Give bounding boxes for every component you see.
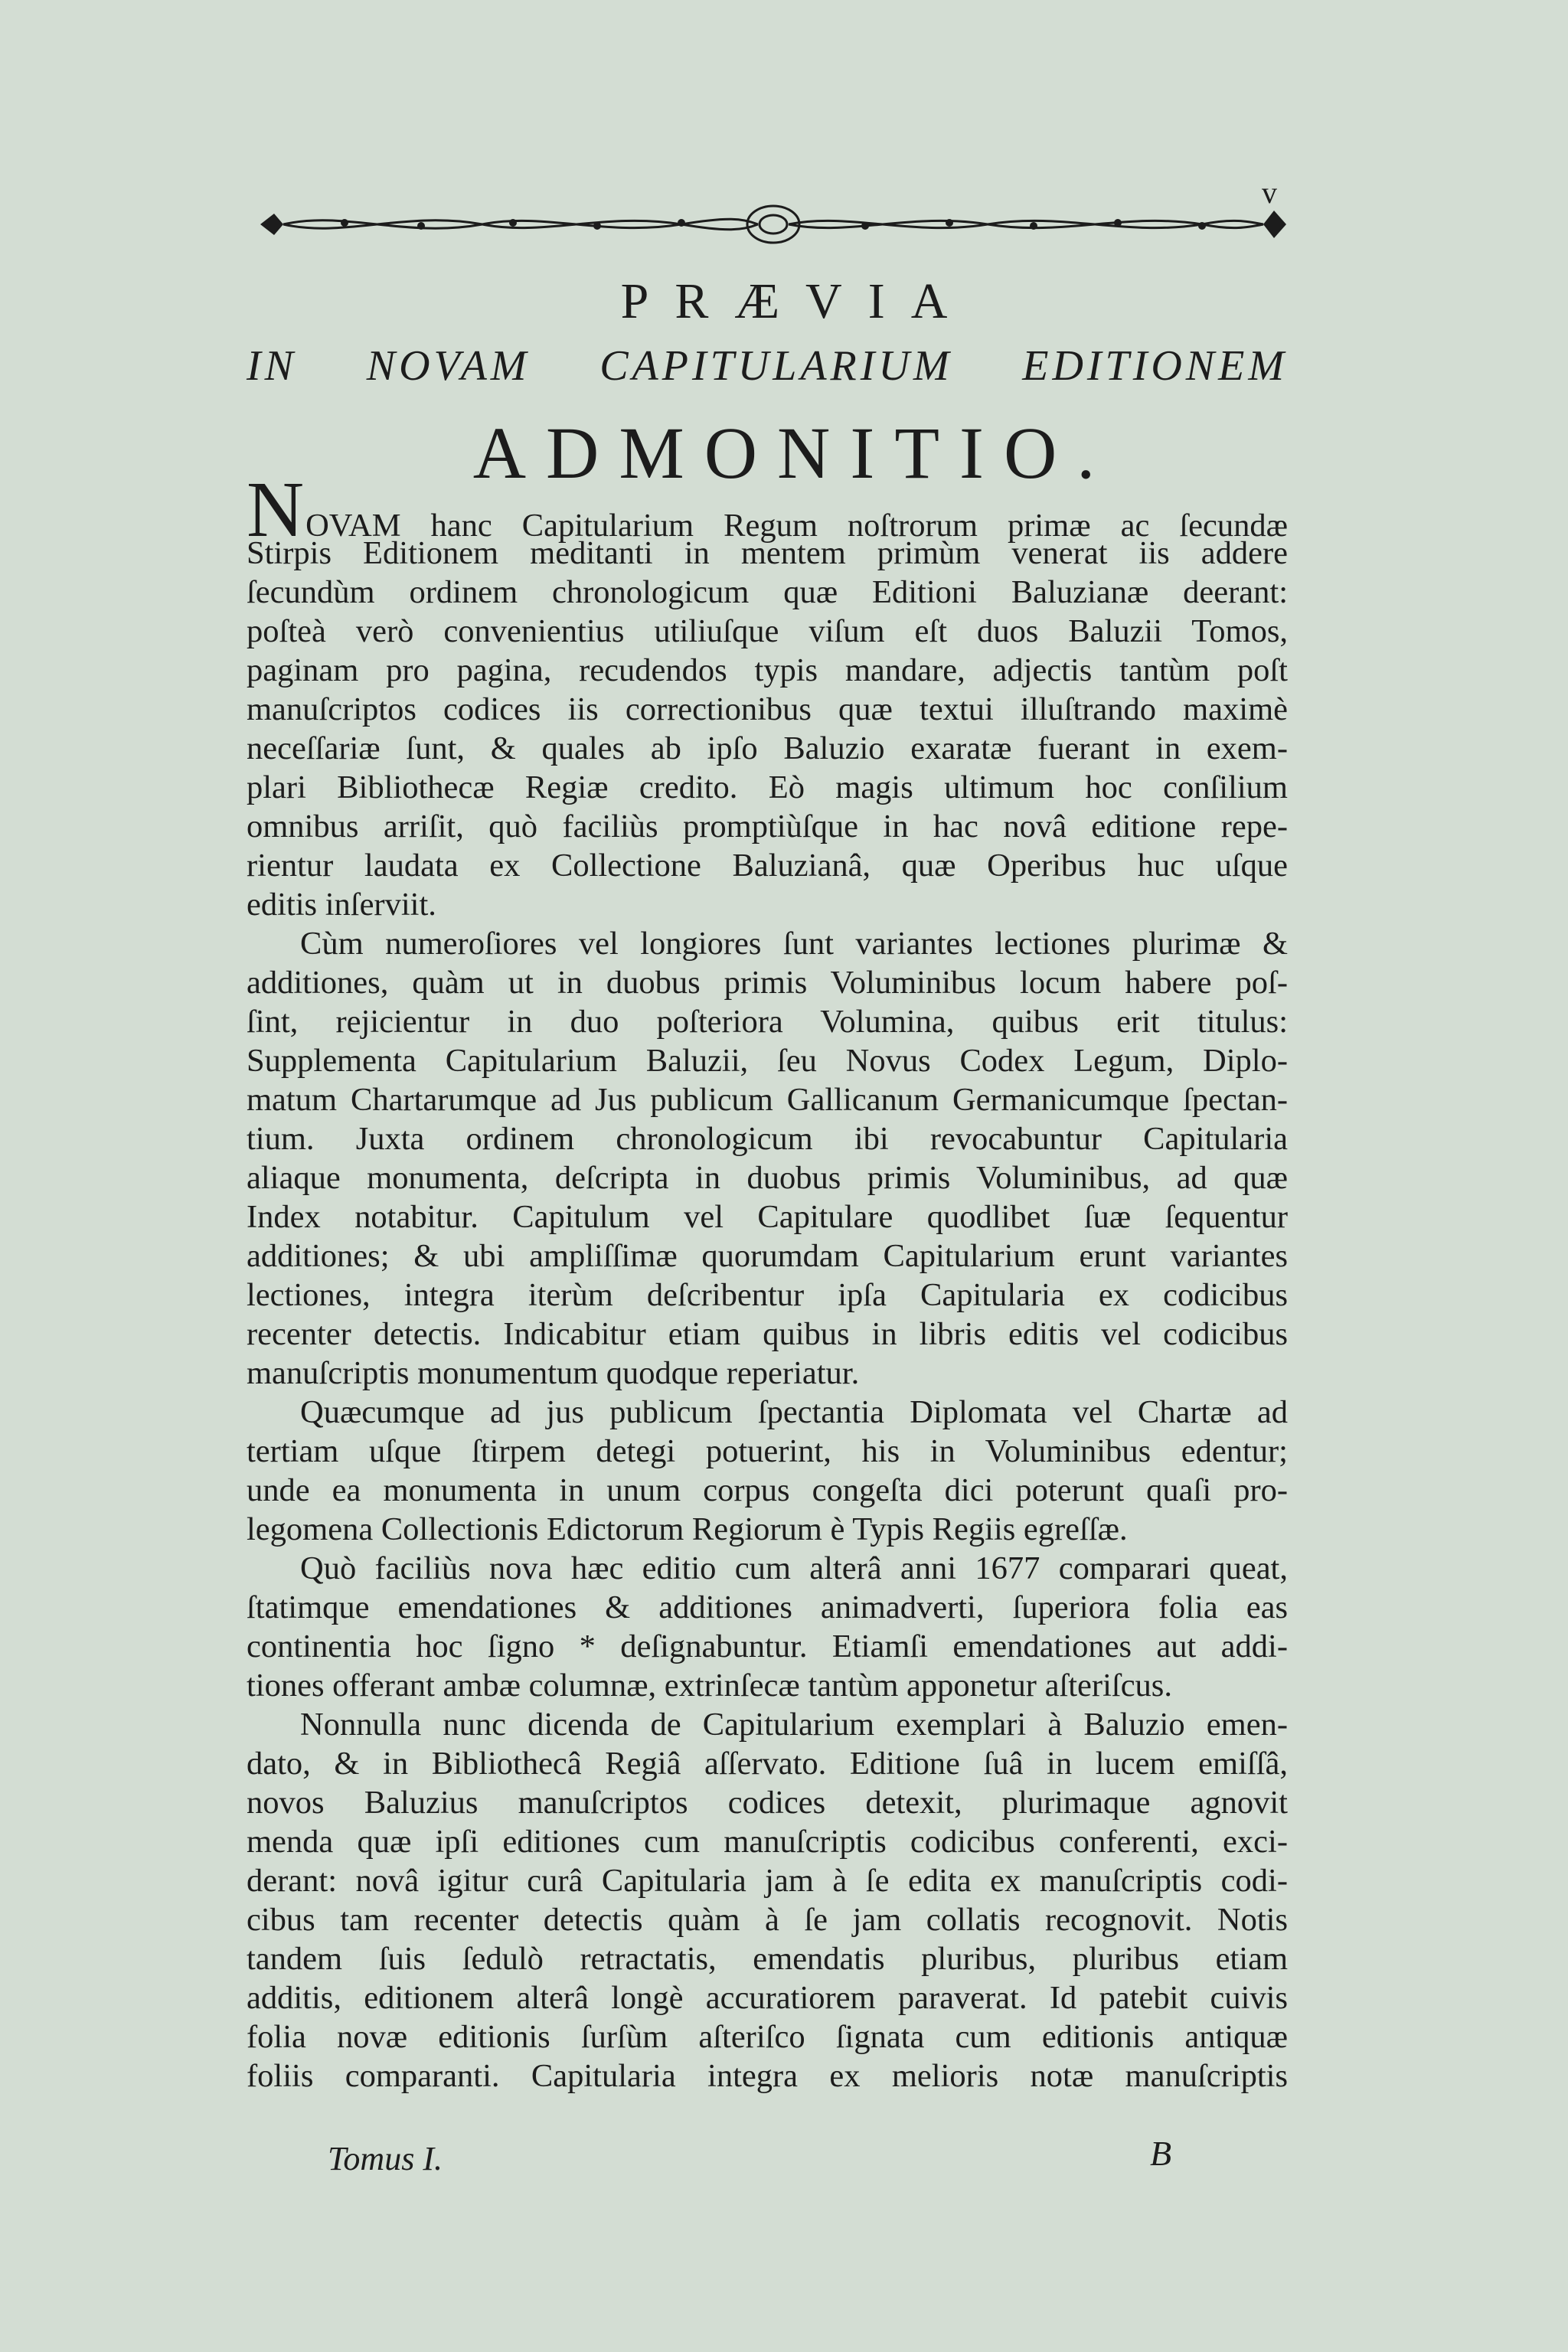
text-line: neceſſariæ ſunt, & quales ab ipſo Baluzio exaratæ fuerant in exem- xyxy=(247,730,1288,766)
footer-signature-mark: B xyxy=(1150,2134,1172,2173)
paragraph xyxy=(247,924,1288,1393)
text-line: menda quæ ipſi editiones cum manuſcriptis codicibus conferenti, exci- xyxy=(247,1824,1288,1860)
text-line: legomena Collectionis Edictorum Regiorum è Typis Regiis egreſſæ. xyxy=(247,1511,1128,1547)
text-line: paginam pro pagina, recudendos typis mandare, adjectis tantùm poſt xyxy=(247,652,1288,688)
text-line: recenter detectis. Indicabitur etiam quibus in libris editis vel codicibus xyxy=(247,1316,1288,1352)
text-line: additiones; & ubi ampliſſimæ quorumdam Capitularium erunt variantes xyxy=(247,1238,1288,1274)
text-line: derant: novâ igitur curâ Capitularia jam à ſe edita ex manuſcriptis codi- xyxy=(247,1863,1288,1899)
text-line: tiones offerant ambæ columnæ, extrinſecæ tantùm apponetur aſteriſcus. xyxy=(247,1668,1172,1704)
heading-praevia: PRÆVIA xyxy=(620,273,974,329)
text-line: Quò faciliùs nova hæc editio cum alterâ anni 1677 comparari queat, xyxy=(300,1550,1288,1586)
text-line: Index notabitur. Capitulum vel Capitulare quodlibet ſuæ ſequentur xyxy=(247,1199,1288,1235)
text-line: Supplementa Capitularium Baluzii, ſeu Novus Codex Legum, Diplo- xyxy=(247,1043,1288,1079)
text-line: poſteà verò convenientius utiliuſque viſum eſt duos Baluzii Tomos, xyxy=(247,613,1288,649)
text-line: omnibus arriſit, quò faciliùs promptiùſque in hac novâ editione repe- xyxy=(247,808,1288,844)
text-line: dato, & in Bibliothecâ Regiâ aſſervato. Editione ſuâ in lucem emiſſâ, xyxy=(247,1746,1288,1782)
text-line: Stirpis Editionem meditanti in mentem primùm venerat iis addere xyxy=(247,535,1288,571)
text-line: tertiam uſque ſtirpem detegi potuerint, his in Voluminibus edentur; xyxy=(247,1433,1288,1469)
heading-subtitle: IN NOVAM CAPITULARIUM EDITIONEM xyxy=(247,342,1288,390)
text-line: novos Baluzius manuſcriptos codices detexit, plurimaque agnovit xyxy=(247,1785,1288,1821)
paragraph xyxy=(247,1549,1288,1705)
text-line: editis inſerviit. xyxy=(247,887,436,923)
drop-cap: N xyxy=(247,466,306,554)
text-line: manuſcriptis monumentum quodque reperiatur. xyxy=(247,1355,860,1391)
text-line: ſint, rejicientur in duo poſteriora Volumina, quibus erit titulus: xyxy=(247,1004,1288,1040)
footer-volume-label: Tomus I. xyxy=(328,2140,443,2177)
text-line: Quæcumque ad jus publicum ſpectantia Diplomata vel Chartæ ad xyxy=(300,1394,1288,1430)
text-line: lectiones, integra iterùm deſcribentur ipſa Capitularia ex codicibus xyxy=(247,1277,1288,1313)
text-line: unde ea monumenta in unum corpus congeſta dici poterunt quaſi pro- xyxy=(247,1472,1288,1508)
paragraph xyxy=(247,466,1288,924)
text-line: manuſcriptos codices iis correctionibus quæ textui illuſtrando maximè xyxy=(247,691,1288,727)
text-line: Cùm numeroſiores vel longiores ſunt variantes lectiones plurimæ & xyxy=(300,926,1288,962)
body-text xyxy=(247,466,1288,2096)
text-line: ſecundùm ordinem chronologicum quæ Editioni Baluzianæ deerant: xyxy=(247,574,1288,610)
ornamental-header-rule xyxy=(253,195,1294,253)
text-line: Nonnulla nunc dicenda de Capitularium exemplari à Baluzio emen- xyxy=(300,1707,1288,1743)
text-line: ſtatimque emendationes & additiones animadverti, ſuperiora folia eas xyxy=(247,1589,1288,1625)
text-line: rientur laudata ex Collectione Baluzianâ, quæ Operibus huc uſque xyxy=(247,848,1288,884)
text-line: additis, editionem alterâ longè accuratiorem paraverat. Id patebit cuivis xyxy=(247,1980,1288,2016)
page-number: v xyxy=(1262,175,1278,210)
text-line: plari Bibliothecæ Regiæ credito. Eò magis ultimum hoc conſilium xyxy=(247,769,1288,805)
heading-admonitio: ADMONITIO. xyxy=(472,412,1116,494)
text-line: cibus tam recenter detectis quàm à ſe jam collatis recognovit. Notis xyxy=(247,1902,1288,1938)
text-line: aliaque monumenta, deſcripta in duobus primis Voluminibus, ad quæ xyxy=(247,1160,1288,1196)
text-line: folia novæ editionis ſurſùm aſteriſco ſignata cum editionis antiquæ xyxy=(247,2019,1288,2055)
text-line: foliis comparanti. Capitularia integra ex melioris notæ manuſcriptis xyxy=(247,2058,1288,2094)
text-line: NOVAM hanc Capitularium Regum noſtrorum primæ ac ſecundæ xyxy=(247,466,1288,554)
text-line: matum Chartarumque ad Jus publicum Gallicanum Germanicumque ſpectan- xyxy=(247,1082,1288,1118)
text-line: additiones, quàm ut in duobus primis Voluminibus locum habere poſ- xyxy=(247,965,1288,1001)
paragraph xyxy=(247,1705,1288,2096)
text-line: continentia hoc ſigno * deſignabuntur. Etiamſi emendationes aut addi- xyxy=(247,1628,1288,1664)
text-line: tium. Juxta ordinem chronologicum ibi revocabuntur Capitularia xyxy=(247,1121,1288,1157)
text-line: tandem ſuis ſedulò retractatis, emendatis pluribus, pluribus etiam xyxy=(247,1941,1288,1977)
paragraph xyxy=(247,1393,1288,1549)
